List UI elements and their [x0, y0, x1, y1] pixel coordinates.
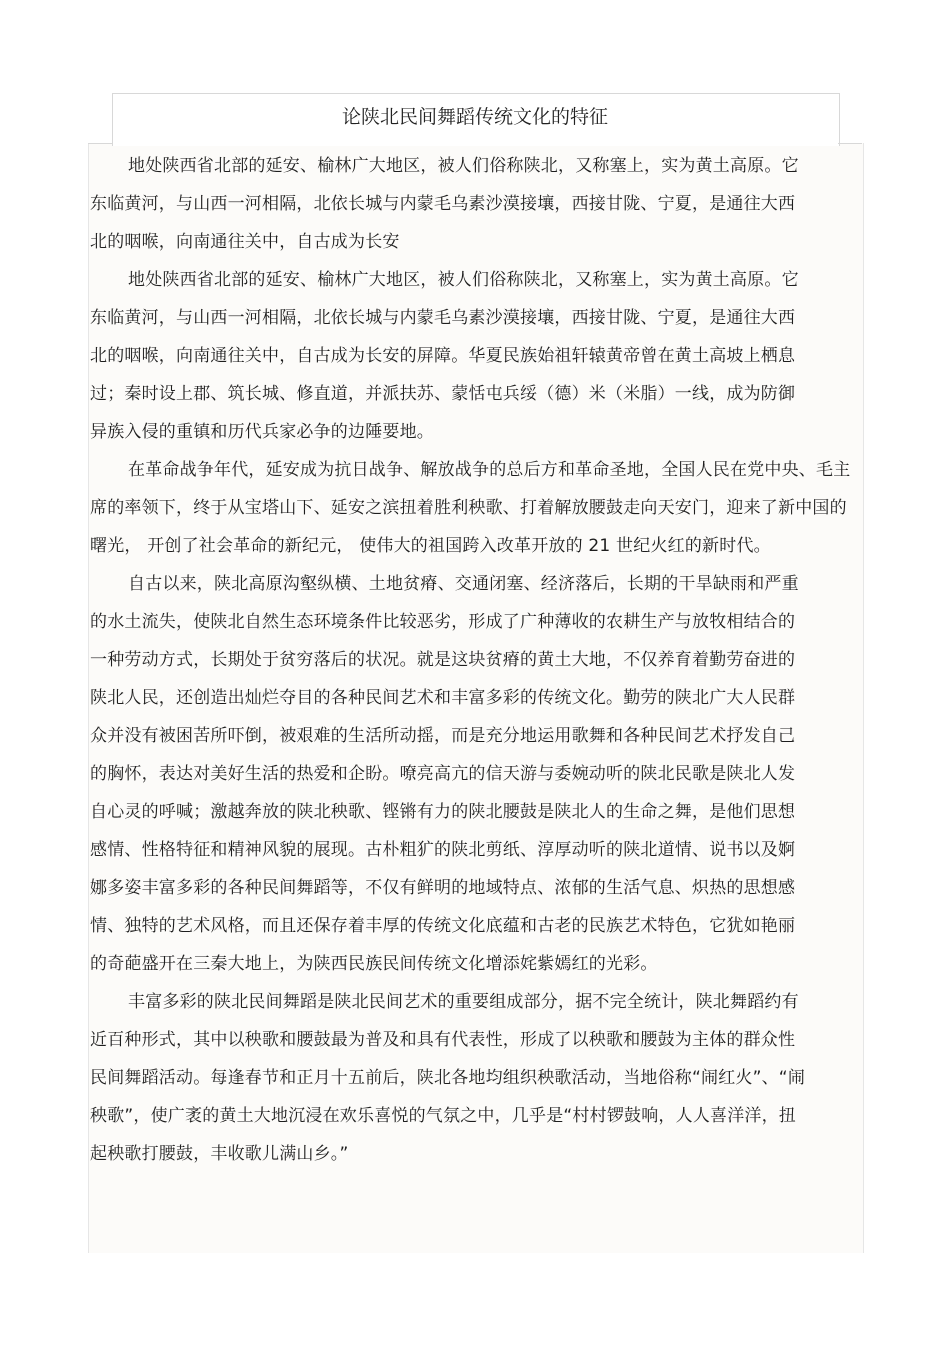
document-body	[90, 143, 860, 1173]
paragraph: 地处陕西省北部的延安、榆林广大地区，被人们俗称陕北，又称塞上，实为黄土高原。它东临黄河，与山西一河相隔，北依长城与内蒙毛乌素沙漠接壤，西接甘陇、宁夏，是通往大西北的咽喉，向南通往关中，自古成为长安	[90, 156, 799, 252]
paragraph: 自古以来，陕北高原沟壑纵横、土地贫瘠、交通闭塞、经济落后，长期的干旱缺雨和严重的水土流失，使陕北自然生态环境条件比较恶劣，形成了广种薄收的农耕生产与放牧相结合的一种劳动方式，长期处于贫穷落后的状况。就是这块贫瘠的黄土大地，不仅养育着勤劳奋进的陕北人民，还创造出灿烂夺目的各种民间艺术和丰富多彩的传统文化。勤劳的陕北广大人民群众并没有被困苦所吓倒，被艰难的生活所动摇，而是充分地运用歌舞和各种民间艺术抒发自己的胸怀，表达对美好生活的热爱和企盼。嘹亮高亢的信天游与委婉动听的陕北民歌是陕北人发自心灵的呼喊；激越奔放的陕北秧歌、铿锵有力的陕北腰鼓是陕北人的生命之舞，是他们思想感情、性格特征和精神风貌的展现。古朴粗犷的陕北剪纸、淳厚动听的陕北道情、说书以及婀娜多姿丰富多彩的各种民间舞蹈等，不仅有鲜明的地域特点、浓郁的生活气息、炽热的思想感情、独特的艺术风格，而且还保存着丰厚的传统文化底蕴和古老的民族艺术特色，它犹如艳丽的奇葩盛开在三秦大地上，为陕西民族民间传统文化增添姹紫嫣红的光彩。	[90, 574, 799, 974]
paragraph: 地处陕西省北部的延安、榆林广大地区，被人们俗称陕北，又称塞上，实为黄土高原。它东临黄河，与山西一河相隔，北依长城与内蒙毛乌素沙漠接壤，西接甘陇、宁夏，是通往大西北的咽喉，向南通往关中，自古成为长安的屏障。华夏民族始祖轩辕黄帝曾在黄土高坡上栖息过；秦时设上郡、筑长城、修直道，并派扶苏、蒙恬屯兵绥（德）米（米脂）一线，成为防御异族入侵的重镇和历代兵家必争的边陲要地。	[90, 270, 799, 442]
paragraph: 丰富多彩的陕北民间舞蹈是陕北民间艺术的重要组成部分，据不完全统计，陕北舞蹈约有近百种形式，其中以秧歌和腰鼓最为普及和具有代表性，形成了以秧歌和腰鼓为主体的群众性民间舞蹈活动。每逢春节和正月十五前后，陕北各地均组织秧歌活动，当地俗称“闹红火”、“闹秧歌”，使广袤的黄土大地沉浸在欢乐喜悦的气氛之中，几乎是“村村锣鼓响，人人喜洋洋，扭起秧歌打腰鼓，丰收歌儿满山乡。”	[90, 992, 806, 1164]
document-title: 论陕北民间舞蹈传统文化的特征	[341, 106, 608, 128]
paragraph: 在革命战争年代，延安成为抗日战争、解放战争的总后方和革命圣地，全国人民在党中央、毛主席的率领下，终于从宝塔山下、延安之滨扭着胜利秧歌、打着解放腰鼓走向天安门，迎来了新中国的曙光， 开创了社会革命的新纪元， 使伟大的祖国跨入改革开放的 21 世纪火红的新时代。	[90, 460, 851, 556]
